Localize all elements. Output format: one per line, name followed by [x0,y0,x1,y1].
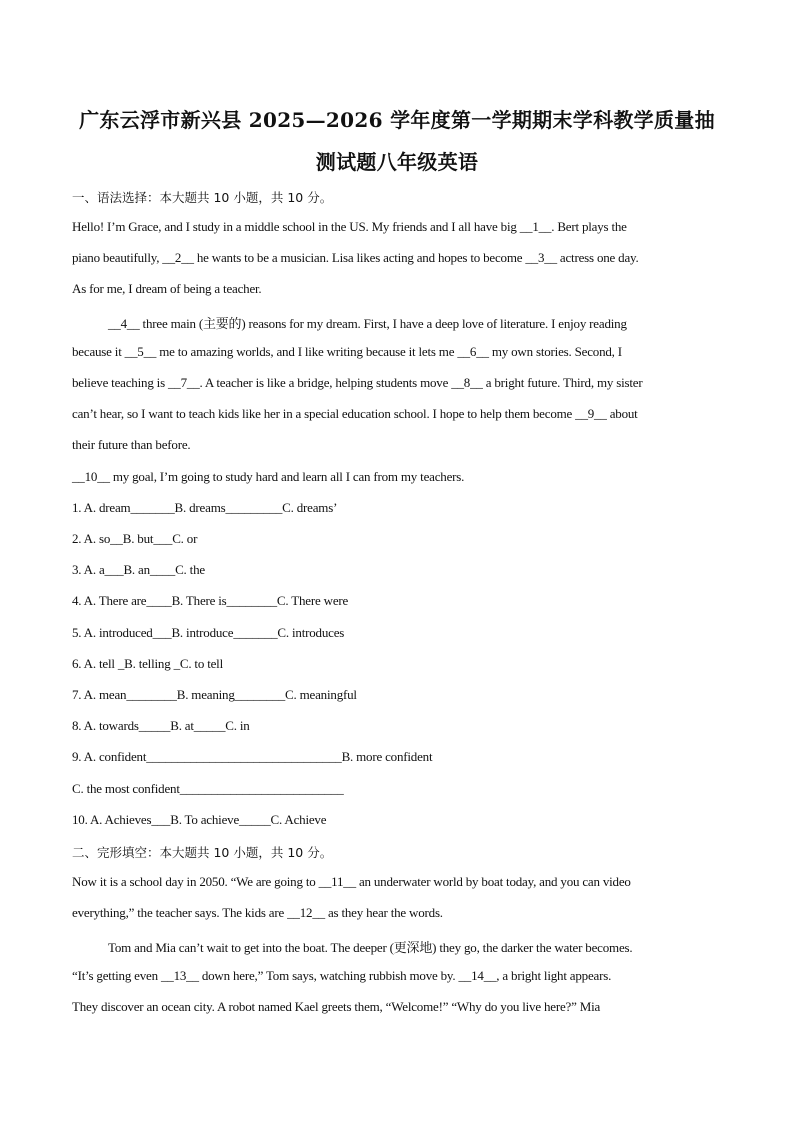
document-title-line1: 广东云浮市新兴县 2025—2026 学年度第一学期期末学科教学质量抽 [79,108,715,132]
option-line-8: 8. A. towards_____B. at_____C. in [72,718,250,733]
passage1-line: As for me, I dream of being a teacher. [72,281,262,296]
option-line-2: 2. A. so__B. but___C. or [72,531,198,546]
passage2-line: Tom and Mia can’t wait to get into the boat. The deeper (更深地) they go, the darker the water becomes. [108,940,633,955]
option-line-1: 1. A. dream_______B. dreams_________C. dreams’ [72,500,338,515]
option-line-4: 4. A. There are____B. There is________C. There were [72,593,349,608]
option-line-9c: C. the most confident__________________________ [72,781,344,796]
option-line-3: 3. A. a___B. an____C. the [72,562,205,577]
passage1-line: __10__ my goal, I’m going to study hard and learn all I can from my teachers. [72,469,465,484]
passage1-line: can’t hear, so I want to teach kids like her in a special education school. I hope to help them become __9__ about [72,406,638,421]
passage1-line: __4__ three main (主要的) reasons for my dream. First, I have a deep love of literature. I enjoy reading [108,316,627,331]
passage1-line: piano beautifully, __2__ he wants to be a musician. Lisa likes acting and hopes to become __3__ actress one day. [72,250,639,265]
document-title-line2: 测试题八年级英语 [315,150,479,174]
passage1-line: because it __5__ me to amazing worlds, and I like writing because it lets me __6__ my own stories. Second, I [72,344,622,359]
option-line-5: 5. A. introduced___B. introduce_______C. introduces [72,625,345,640]
option-line-10: 10. A. Achieves___B. To achieve_____C. Achieve [72,812,327,827]
passage1-line: their future than before. [72,437,191,452]
section1-heading: 一、语法选择：本大题共 10 小题，共 10 分。 [72,190,333,205]
option-line-7: 7. A. mean________B. meaning________C. meaningful [72,687,357,702]
passage2-line: They discover an ocean city. A robot named Kael greets them, “Welcome!” “Why do you live here?” Mia [72,999,601,1014]
section2-heading: 二、完形填空：本大题共 10 小题，共 10 分。 [72,845,333,860]
passage1-line: Hello! I’m Grace, and I study in a middle school in the US. My friends and I all have big __1__. Bert plays the [72,219,627,234]
passage2-line: Now it is a school day in 2050. “We are going to __11__ an underwater world by boat today, and you can video [72,874,631,889]
option-line-6: 6. A. tell _B. telling _C. to tell [72,656,224,671]
passage2-line: everything,” the teacher says. The kids are __12__ as they hear the words. [72,905,443,920]
passage1-line: believe teaching is __7__. A teacher is like a bridge, helping students move __8__ a bright future. Third, my sister [72,375,643,390]
option-line-9: 9. A. confident_______________________________B. more confident [72,749,433,764]
passage2-line: “It’s getting even __13__ down here,” Tom says, watching rubbish move by. __14__, a bright light appears. [72,968,612,983]
